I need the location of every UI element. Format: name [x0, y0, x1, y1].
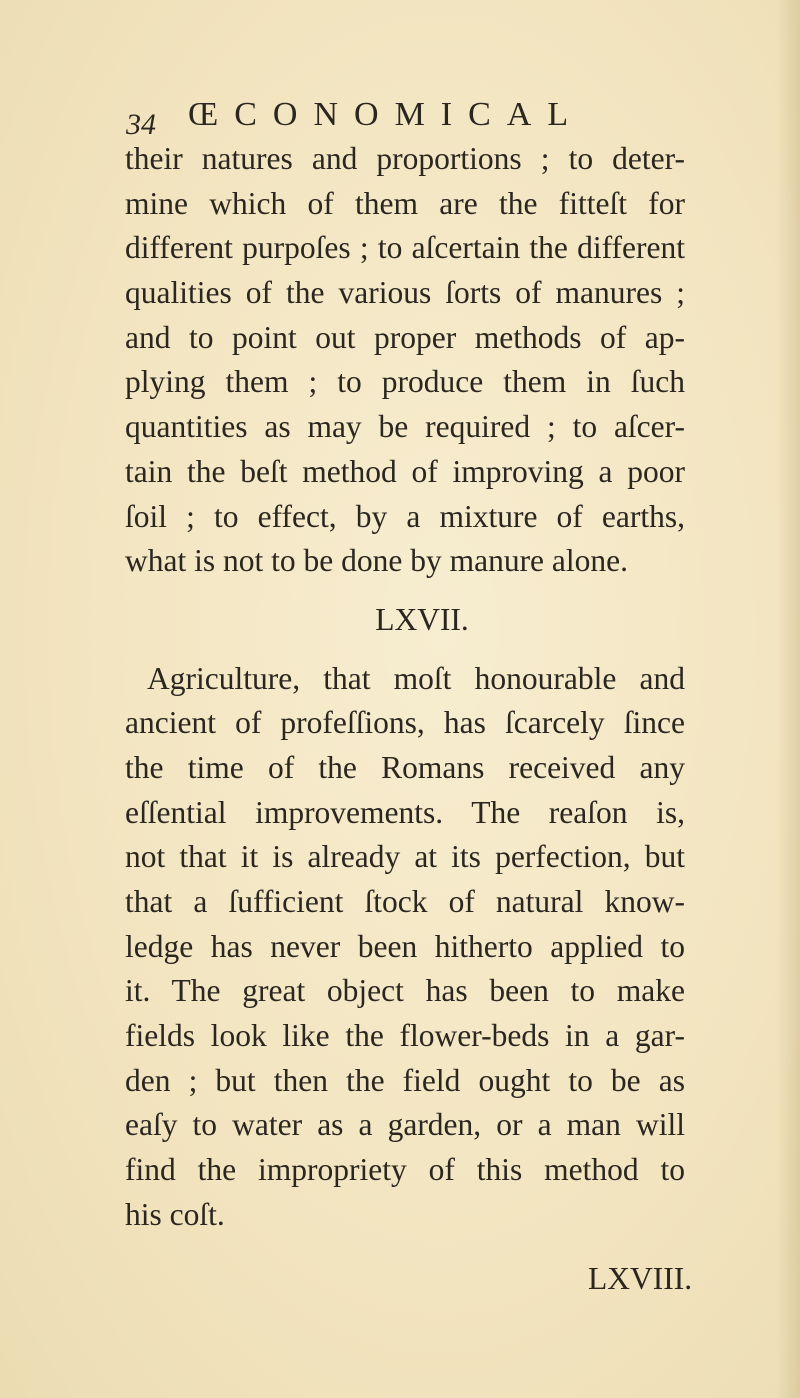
text-line: eaſy to water as a garden, or a man will	[125, 1107, 685, 1143]
text-line: qualities of the various ſorts of manures ;	[125, 275, 685, 311]
text-line: den ; but then the field ought to be as	[125, 1062, 685, 1098]
text-line: what is not to be done by manure alone.	[125, 543, 629, 579]
text-line: find the impropriety of this method to	[125, 1152, 685, 1188]
text-line: plying them ; to produce them in ſuch	[125, 364, 685, 400]
text-line: eſſential improvements. The reaſon is,	[125, 794, 685, 830]
body-text	[125, 137, 685, 1238]
text-line: different purpoſes ; to aſcertain the different	[125, 230, 685, 266]
text-line: his coſt.	[125, 1196, 225, 1232]
text-line: quantities as may be required ; to aſcer-	[125, 409, 685, 445]
text-line: mine which of them are the fitteſt for	[125, 185, 685, 221]
text-line: Agriculture, that moſt honourable and	[147, 660, 685, 696]
text-line: tain the beſt method of improving a poor	[125, 453, 685, 489]
catchword: LXVIII.	[588, 1261, 693, 1296]
text-line: ſoil ; to effect, by a mixture of earths,	[125, 498, 685, 534]
running-head: ŒCONOMICAL	[188, 96, 585, 133]
page-number: 34	[126, 108, 156, 141]
section-heading: LXVII.	[375, 601, 469, 637]
page-edge-shadow	[776, 0, 800, 1398]
text-line: that a ſufficient ſtock of natural know-	[125, 884, 685, 919]
text-line: ancient of profeſſions, has ſcarcely ſince	[125, 705, 685, 741]
text-line: it. The great object has been to make	[125, 973, 685, 1009]
text-line: the time of the Romans received any	[125, 749, 685, 785]
text-line: and to point out proper methods of ap-	[125, 319, 685, 355]
text-line: not that it is already at its perfection, but	[125, 839, 685, 875]
text-line: ledge has never been hitherto applied to	[125, 928, 685, 964]
text-line: their natures and proportions ; to deter-	[125, 141, 685, 176]
text-line: fields look like the flower-beds in a gar-	[125, 1018, 685, 1054]
